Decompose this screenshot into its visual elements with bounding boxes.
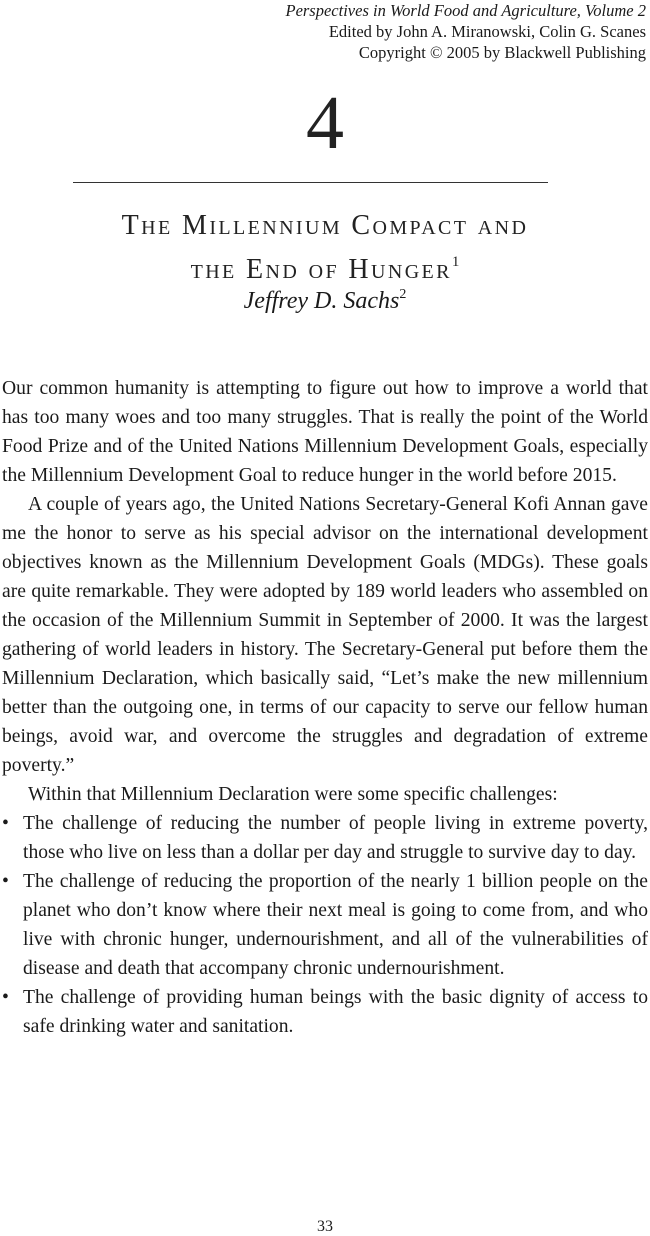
chapter-title	[0, 208, 650, 288]
bullet-icon: •	[2, 987, 9, 1008]
chapter-divider	[73, 182, 548, 183]
author-name: Jeffrey D. Sachs	[243, 288, 400, 314]
editors-line: Edited by John A. Miranowski, Colin G. Scanes	[328, 22, 646, 41]
paragraph: A couple of years ago, the United Nations Secretary-General Kofi Annan gave me the honor to serve as his special advisor on the international development objectives known as the Millennium Development Goals (MDGs). These goals are quite remarkable. They were adopted by 189 world leaders who assembled on the occasion of the Millennium Summit in September of 2000. It was the largest gathering of world leaders in history. The Secretary-General put before them the Millennium Declaration, which basically said, “Let’s make the new millennium better than the outgoing one, in terms of our capacity to serve our fellow human beings, avoid war, and overcome the struggles and degradation of extreme poverty.”	[2, 494, 648, 776]
list-item-text: The challenge of reducing the proportion of the nearly 1 billion people on the planet who don’t know where their next meal is going to come from, and who live with chronic hunger, undernourishment, and all of the vulnerabilities of disease and death that accompany chronic undernourishment.	[23, 871, 648, 979]
chapter-number: 4	[306, 81, 344, 165]
bullet-icon: •	[2, 871, 9, 892]
body-text	[2, 374, 648, 1041]
author-footnote-marker[interactable]: 2	[399, 287, 407, 302]
chapter-title-line-1: The Millennium Compact and	[121, 210, 529, 241]
list-item	[2, 809, 648, 867]
title-footnote-marker[interactable]: 1	[451, 254, 460, 270]
copyright-line: Copyright © 2005 by Blackwell Publishing	[358, 43, 646, 62]
author-line	[0, 280, 650, 316]
bullet-icon: •	[2, 813, 9, 834]
list-item	[2, 867, 648, 983]
paragraph: Our common humanity is attempting to figure out how to improve a world that has too many woes and too many struggles. That is really the point of the World Food Prize and of the United Nations Millennium Development Goals, especially the Millennium Development Goal to reduce hunger in the world before 2015.	[2, 378, 648, 486]
list-item-text: The challenge of reducing the number of people living in extreme poverty, those who live on less than a dollar per day and struggle to survive day to day.	[23, 813, 648, 863]
list-item-text: The challenge of providing human beings with the basic dignity of access to safe drinking water and sanitation.	[23, 987, 648, 1037]
running-header	[285, 0, 646, 63]
paragraph: Within that Millennium Declaration were some specific challenges:	[28, 784, 558, 805]
series-title: Perspectives in World Food and Agriculture, Volume 2	[285, 1, 646, 20]
challenge-list	[2, 809, 648, 1041]
list-item	[2, 983, 648, 1041]
chapter-title-line-2-text: the End of Hunger	[190, 254, 452, 285]
page-number: 33	[317, 1218, 333, 1235]
